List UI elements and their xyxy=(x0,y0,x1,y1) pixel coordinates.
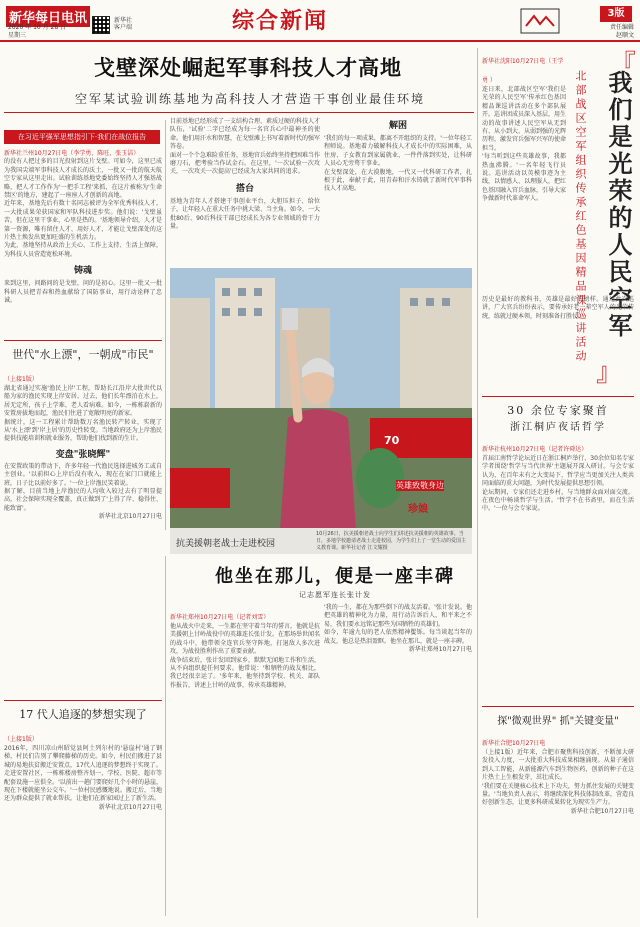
right-end-line: 新华社合肥10月27日电 xyxy=(570,807,634,815)
feature-column-2 xyxy=(324,604,472,654)
left-paragraph: 湖北省通过实施'渔民上岸'工程，帮助长江沿岸大批世代以船为家的渔民实现上岸安居。过去，他们长年漂泊在水上，居无定所，孩子上学难、老人看病难。如今，一栋栋崭新的安置房拔地而起，渔民们住进了宽敞明亮的新家。 xyxy=(4,385,162,418)
left-divider-2 xyxy=(4,700,162,701)
right-paragraph: '我们要在关键核心技术上下功夫，努力抓住发展的关键变量。'当地负责人表示，将继续深化科技体制改革，营造良好创新生态，让更多科研成果转化为现实生产力。 xyxy=(482,782,634,807)
lead-divider xyxy=(4,112,474,113)
right-paragraph: 论坛期间，专家们还走进乡村，与当地群众面对面交流，在夜色中畅谈哲学与生活。'哲学不在书斋里，而在生活中。'一位与会专家说。 xyxy=(482,488,634,513)
left-divider xyxy=(4,340,162,341)
lead-paragraph: 近年来，基地先后有数十名同志被评为全军优秀科技人才，一大批成果荣获国家和军队科技进步奖。他们说：'戈壁虽苦，但在这里干事业，心里是热的。'基地领导介绍，人才是第一资源，唯有留住人才、用好人才，才能让戈壁深处的这片热土焕发出更加旺盛的生机活力。 xyxy=(4,200,162,242)
editor-name: 赵顺文 xyxy=(615,32,634,39)
app-label-line-1: 新华社 xyxy=(114,17,133,24)
lead-column-1 xyxy=(4,150,162,306)
lead-headline: 戈壁深处崛起军事科技人才高地 xyxy=(94,55,402,80)
column-divider xyxy=(477,48,478,918)
column-divider xyxy=(165,556,166,916)
lead-paragraph: 为此，基地坚持从政治上关心、工作上支持、生活上保障，为科技人员营造宽松环境。 xyxy=(4,242,162,258)
lead-subhead: 解困 xyxy=(388,121,407,131)
right-dateline-3: 新华社合肥10月27日电 xyxy=(482,740,546,747)
right-divider xyxy=(482,396,634,397)
left-dateline: （上接1版） xyxy=(4,376,38,383)
lead-dateline: 新华社兰州10月27日电（李学勇、陈旺、张玉洁） xyxy=(4,150,140,157)
lead-subhead: 铸魂 xyxy=(73,266,92,277)
weekday: 星期三 xyxy=(8,32,27,39)
left-article-body-2 xyxy=(4,726,162,812)
issue-date xyxy=(8,24,66,40)
editor-label: 责任编辑 xyxy=(609,24,634,31)
right-divider-2 xyxy=(482,706,634,707)
left-end-line: 新华社北京10月27日电 xyxy=(98,513,162,521)
right-paragraph: （上接1版）近年来，合肥市聚焦科技创新，不断加大研发投入力度，一大批重大科技成果相继涌现。从量子通信到人工智能，从新能源汽车到生物医药，创新的种子在这片热土上生根发芽、茁壮成长。 xyxy=(482,749,634,782)
left-paragraph: 走进安置社区，一栋栋楼房整齐划一，学校、医院、超市等配套设施一应俱全。'以前出一趟门要爬好几个小时的悬崖，现在下楼就能坐公交车。'一位村民感慨地说。搬迁后，当地还为群众提供了就业帮扶，让他们在新家园过上了新生活。 xyxy=(4,770,162,803)
right-article-body-2 xyxy=(482,436,634,514)
lead-paragraph: 来到这里，问路问的是戈壁，问的是初心。这里一批又一批科研人员把青春和热血献给了国防事业，用行动诠释了忠诚。 xyxy=(4,280,162,305)
right-headline-3: 探"微观世界" 抓"关键变量" xyxy=(497,716,619,727)
page-number: 3版 xyxy=(600,6,632,22)
date-line: 2020 年 10 月 28 日 xyxy=(8,24,67,31)
lead-subhead: 搭台 xyxy=(235,183,254,194)
feature-paragraph: 如今，年逾九旬的老人依然精神矍铄。每当谈起当年的战友，他总是热泪盈眶。他坐在那儿，就是一座丰碑。 xyxy=(324,629,472,645)
right-paragraph: '每当听到这些英雄故事，我都热血沸腾。'一名年轻飞行员说。巡讲活动以英模事迹为主线，以情感人、以理服人，把红色基因融入官兵血脉，引导大家争做新时代革命军人。 xyxy=(482,153,567,203)
column-divider xyxy=(165,120,166,530)
lead-paragraph: 基地为青年人才搭建干事创业平台，大胆压担子、给位子，让年轻人在重大任务中挑大梁、当主角。如今，一大批80后、90后科技干部已经成长为各专业领域的骨干力量。 xyxy=(170,197,321,231)
right-article-body xyxy=(482,48,566,204)
xinhua-logo-icon xyxy=(520,8,560,34)
qr-code-icon xyxy=(92,16,110,34)
left-paragraph: 在安置政策的带动下，许多年轻一代渔民选择进城务工或自主创业。'以前担心上岸后没有收入，现在在家门口就能上班，日子比以前好多了。'一位上岸渔民笑着说。 xyxy=(4,462,162,487)
left-article-title-2: 17 代人追逐的梦想实现了 xyxy=(19,708,147,721)
feature-dateline: 新华社郑州10月27日电（记者刘雪） xyxy=(170,614,270,621)
paper-name: 新华每日电讯 xyxy=(6,6,90,27)
right-article-body-cont xyxy=(482,296,634,321)
app-label-line-2: 客户端 xyxy=(114,24,133,31)
right-paragraph: 首届江南哲学论坛近日在浙江桐庐举行，30余位知名专家学者围绕'哲学与当代世界'主题展开深入研讨。与会专家认为，在百年未有之大变局下，哲学应当更加关注人类共同面临的重大问题，为时代发展提供思想引领。 xyxy=(482,455,634,488)
banner-text-2: 珍娘 xyxy=(408,504,428,515)
right-vertical-subtitle: 北部战区空军组织传承红色基因精品课巡讲活动 xyxy=(574,70,587,364)
app-label xyxy=(114,17,132,31)
page-editor xyxy=(610,24,634,40)
right-dateline-2: 新华社杭州10月27日电（记者许舜达） xyxy=(482,446,588,453)
feature-column-1 xyxy=(170,604,320,690)
feature-paragraph: 他从战火中走来，一生都在坚守着当年的誓言。他就是抗美援朝上甘岭战役中的英雄连长张计发。在那场举世闻名的战斗中，他带领全连官兵坚守阵地，打退敌人多次进攻，为战役胜利作出了重要贡献。 xyxy=(170,623,321,656)
banner-text: 英雄致敬身边 xyxy=(396,481,444,490)
lead-column-3 xyxy=(324,118,472,194)
left-dateline-2: （上接1版） xyxy=(4,736,38,743)
left-article-title: 世代"水上漂"，一朝成"市民" xyxy=(12,348,154,361)
lead-paragraph: 的没有人把过多的目光投射到这片戈壁。可如今，这里已成为我国尖端军事科技人才成长的沃土，一批又一批的航天航空专家从这里走出。试验训练基地党委始终坚持人才强基战略，把人才工作作为'一把手工程'来抓，在这片被称为'生命禁区'的地方，建起了一座座人才创新的高地。 xyxy=(4,158,162,200)
left-paragraph: 据统计，这一工程累计帮助数万名渔民转产转业，实现了从'水上漂'到'岸上居'的历史性转变。当地政府还为上岸渔民提供技能培训和就业服务，帮助他们找到新的生计。 xyxy=(4,418,162,443)
feature-end-line: 新华社郑州10月27日电 xyxy=(408,646,472,654)
lead-closing: 在戈壁深处，在大漠腹地，一代又一代科研工作者，扎根于此，奉献于此，用青春和汗水铸就了新时代军事科技人才高地。 xyxy=(324,168,472,193)
right-paragraph: 连日来，北部战区空军'我们是光荣的人民空军'传承红色基因精品课巡讲活动在多个部队展开。巡讲团成员深入基层，用生动的故事讲述人民空军从无到有、从小到大、从弱到强的光辉历程，激发官兵强军兴军的使命担当。 xyxy=(482,86,567,152)
right-paragraph: 历史是最好的教科书，英雄是最好的榜样。通过此次巡讲，广大官兵纷纷表示，要传承好老一辈空军人的光荣传统，练就过硬本领，时刻准备打胜仗。 xyxy=(482,296,634,320)
left-article-body xyxy=(4,366,162,522)
feature-paragraph: '我的一生，都在为那些倒下的战友活着。'张计发说。他把英雄的精神化为力量，用行动告诉后人，和平来之不易，我们要永远铭记那些为国牺牲的英雄们。 xyxy=(324,604,472,628)
lead-subheadline: 空军某试验训练基地为高科技人才营造干事创业最佳环境 xyxy=(74,92,425,106)
right-article-body-3 xyxy=(482,730,634,816)
photo-caption-text: 10月26日，抗美援朝老战士向学生们讲述抗美援朝的英雄故事。当日，多地学校邀请老战士走进校园，为学生们上了一堂生动的爱国主义教育课。新华社记者 江文耀摄 xyxy=(316,531,467,551)
left-end-line-2: 新华社北京10月27日电 xyxy=(98,803,162,811)
lead-paragraph: 面对一个个急难险重任务，基地官兵始终坚持把困难当作磨刀石，把考验当作试金石。在这里，'一次试验一次攻关，一次攻关一次提高'已经成为大家共同的追求。 xyxy=(170,151,321,176)
right-vertical-title: 我们是光荣的人民空军 xyxy=(604,70,633,340)
lead-column-2 xyxy=(170,118,320,231)
news-photo xyxy=(170,268,472,530)
left-paragraph: 据了解，目前当地上岸渔民的人均收入较过去有了明显提高，社会保障实现全覆盖，真正做到了'上得了岸、稳得住、能致富'。 xyxy=(4,488,162,512)
feature-subheadline: 记志愿军连长张计发 xyxy=(299,591,371,599)
column-tag: 在习近平强军思想指引下·我们在战位报告 xyxy=(4,130,160,144)
lead-paragraph: 目前基地已经形成了一支结构合理、素质过硬的科技人才队伍，'试验'二字已经成为每一名官兵心中最神圣的使命。他们用汗水和智慧，在戈壁滩上书写着新时代的强军答卷。 xyxy=(170,118,321,151)
left-subhead: 变盘"张晓辉" xyxy=(55,449,111,460)
right-dateline: 新华社沈阳10月27日电（王学勇 ） xyxy=(482,58,564,84)
feature-headline: 他坐在那儿，便是一座丰碑 xyxy=(215,566,455,587)
left-paragraph: 2016年，四川凉山州昭觉县阿土列尔村的'悬崖村'通了钢梯，村民们告别了攀爬藤梯的历史。如今，村民们搬进了县城的易地扶贫搬迁安置点，17代人追逐的梦想终于实现了。 xyxy=(4,745,162,769)
banner-number: 70 xyxy=(384,434,400,447)
section-title: 综合新闻 xyxy=(232,8,329,34)
lead-paragraph: '我们的每一项成果，都离不开组织的支持。'一位年轻工程师说。基地着力破解科技人才成长中的实际困难，从住房、子女教育到家属就业，一件件落到实处，让科研人员心无旁骛干事业。 xyxy=(324,135,472,168)
quote-close: 』 xyxy=(596,358,623,388)
right-headline-2: 浙江桐庐夜话哲学 xyxy=(510,422,606,433)
quote-open: 『 xyxy=(610,50,637,80)
photo-caption-title: 抗美援朝老战士走进校园 xyxy=(176,539,276,549)
right-headline-1: 30 余位专家聚首 xyxy=(507,404,609,417)
feature-paragraph: 战争结束后，张计发回到家乡，默默无闻地工作和生活，从不向组织提任何要求。他常说：'和牺牲的战友相比，我已经很幸运了。'多年来，他坚持到学校、机关、部队作报告，讲述上甘岭的故事，传承英雄精神。 xyxy=(170,656,321,689)
